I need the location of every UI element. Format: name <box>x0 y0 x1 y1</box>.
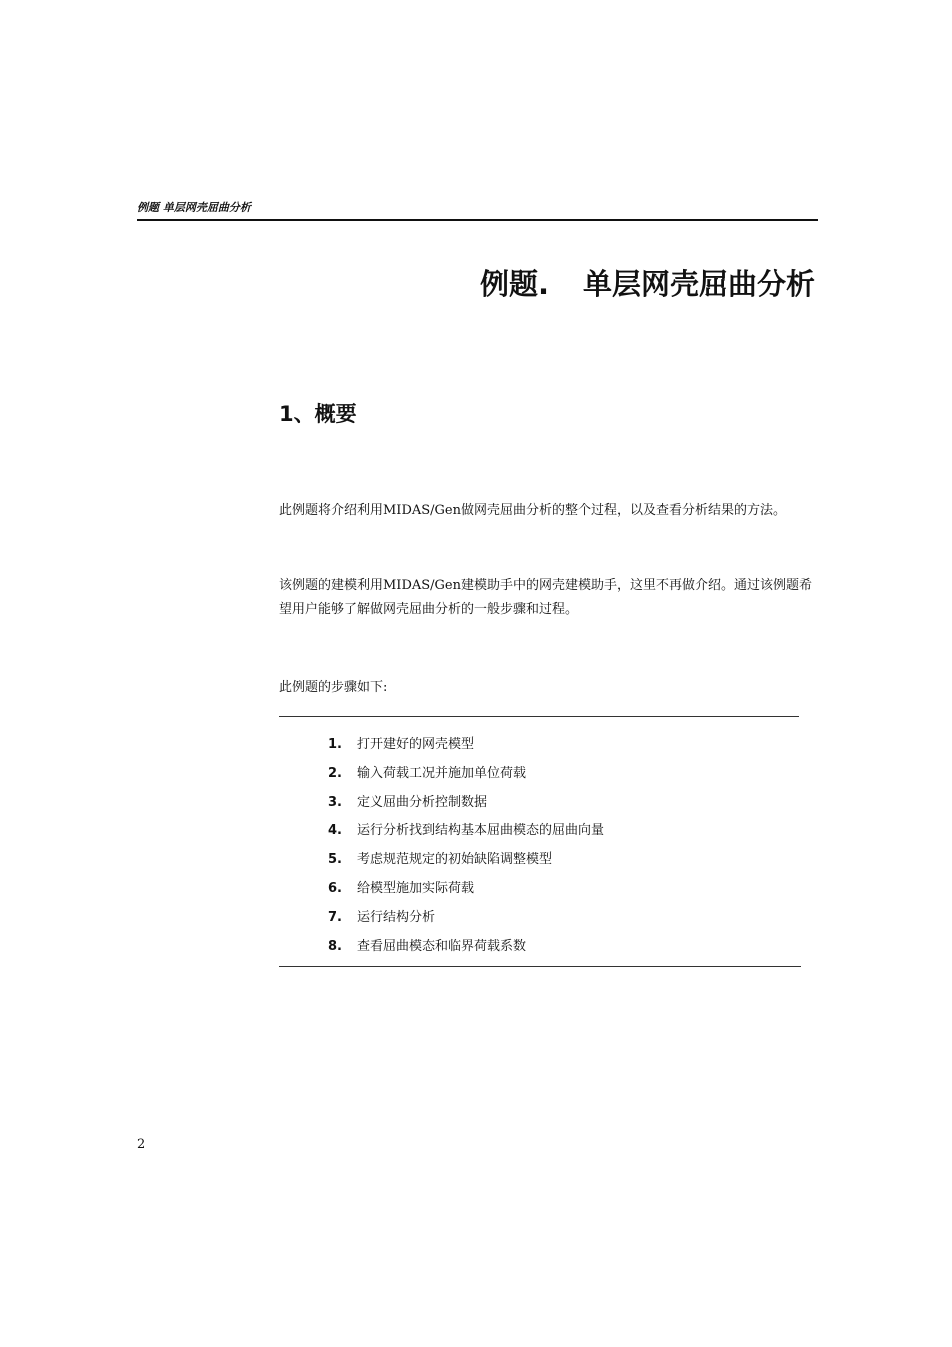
page-number: 2 <box>137 1137 146 1152</box>
chapter-number: 例题. <box>479 267 549 301</box>
step-item <box>328 731 604 760</box>
step-item <box>328 904 604 933</box>
steps-intro: 此例题的步骤如下: <box>279 680 388 695</box>
steps-top-rule <box>279 716 799 717</box>
step-item <box>328 789 604 818</box>
step-item <box>328 760 604 789</box>
steps-bottom-rule <box>279 966 801 967</box>
intro-paragraph: 此例题将介绍利用MIDAS/Gen做网壳屈曲分析的整个过程，以及查看分析结果的方法。 <box>279 503 786 518</box>
step-number: 6. <box>328 880 342 896</box>
step-text: 打开建好的网壳模型 <box>357 737 475 752</box>
step-text: 给模型施加实际荷载 <box>357 880 475 896</box>
step-item <box>328 846 604 875</box>
step-number: 3. <box>328 794 342 810</box>
section-heading: 1、概要 <box>279 402 357 426</box>
chapter-title <box>480 262 815 303</box>
step-number: 2. <box>328 765 342 781</box>
step-item <box>328 875 604 904</box>
step-text: 查看屈曲模态和临界荷载系数 <box>357 938 527 954</box>
chapter-title-text: 单层网壳屈曲分析 <box>582 267 815 301</box>
step-text: 考虑规范规定的初始缺陷调整模型 <box>357 852 553 868</box>
step-number: 8. <box>328 938 342 954</box>
step-number: 7. <box>328 909 342 925</box>
step-number: 5. <box>328 852 342 868</box>
step-text: 定义屈曲分析控制数据 <box>357 794 488 810</box>
step-text: 运行结构分析 <box>357 909 436 925</box>
step-text: 运行分析找到结构基本屈曲模态的屈曲向量 <box>357 823 605 839</box>
steps-list <box>328 731 604 961</box>
step-item <box>328 817 604 846</box>
modeling-paragraph: 该例题的建模利用MIDAS/Gen建模助手中的网壳建模助手，这里不再做介绍。通过该例题希望用户能够了解做网壳屈曲分析的一般步骤和过程。 <box>279 578 812 617</box>
step-number: 1. <box>328 737 342 752</box>
step-number: 4. <box>328 823 342 839</box>
step-item <box>328 933 604 962</box>
header-rule <box>137 219 818 221</box>
running-header: 例题 单层网壳屈曲分析 <box>137 201 251 214</box>
step-text: 输入荷载工况并施加单位荷载 <box>357 765 527 781</box>
